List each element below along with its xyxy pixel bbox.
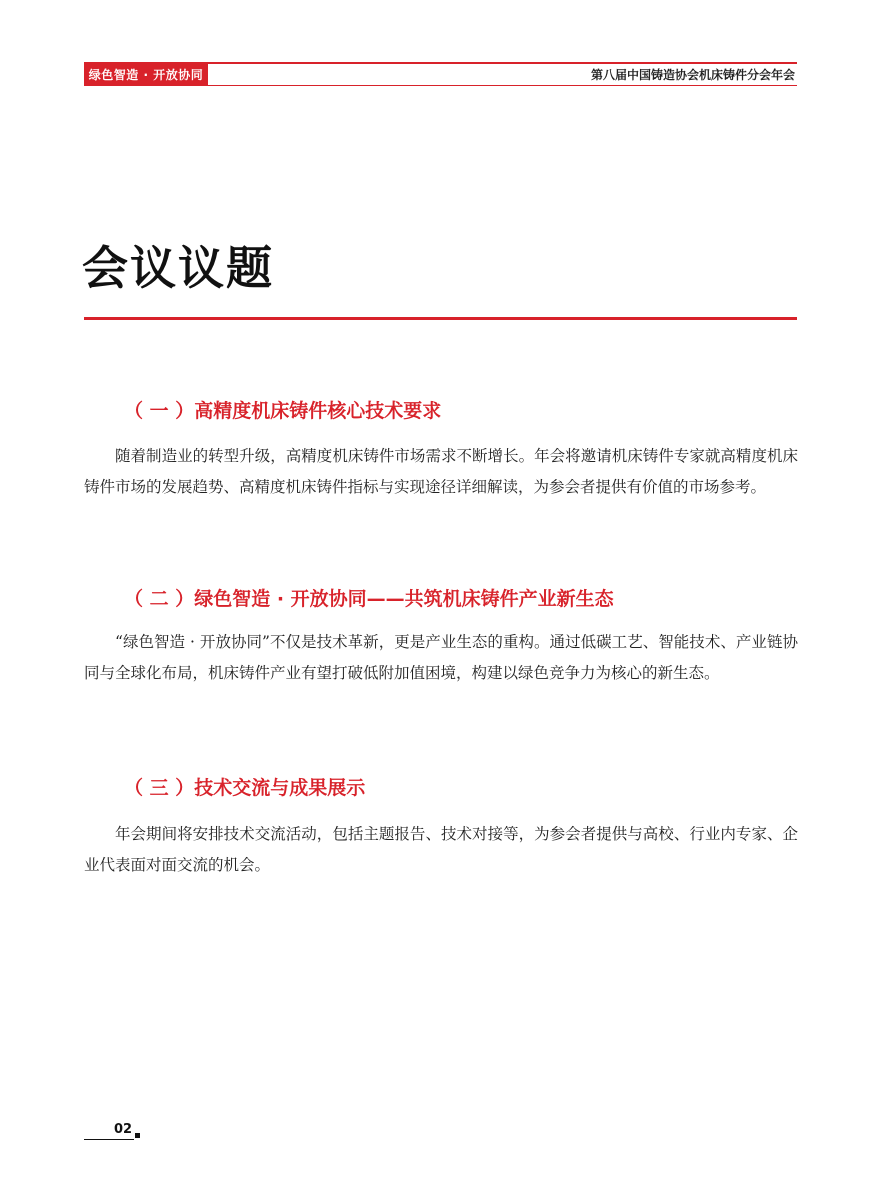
- section-1-body: 随着制造业的转型升级，高精度机床铸件市场需求不断增长。年会将邀请机床铸件专家就高精度机床铸件市场的发展趋势、高精度机床铸件指标与实现途径详细解读，为参会者提供有价值的市场参考。: [84, 447, 798, 496]
- section-1-heading: （ 一 ）高精度机床铸件核心技术要求: [124, 400, 442, 422]
- page-title: 会议议题: [82, 241, 274, 295]
- section-2-body: “绿色智造 · 开放协同”不仅是技术革新，更是产业生态的重构。通过低碳工艺、智能技术、产业链协同与全球化布局，机床铸件产业有望打破低附加值困境，构建以绿色竞争力为核心的新生态。: [84, 633, 798, 682]
- section-3-body: 年会期间将安排技术交流活动，包括主题报告、技术对接等，为参会者提供与高校、行业内专家、企业代表面对面交流的机会。: [84, 825, 798, 874]
- page-header: [84, 62, 797, 86]
- page-number: [84, 1121, 140, 1141]
- header-bottom-rule: [84, 85, 797, 86]
- header-slogan-tag: 绿色智造 · 开放协同: [84, 64, 208, 86]
- section-2-heading: （ 二 ）绿色智造 · 开放协同——共筑机床铸件产业新生态: [124, 588, 614, 610]
- page-number-rule: [84, 1139, 134, 1140]
- section-3-heading: （ 三 ）技术交流与成果展示: [124, 777, 366, 799]
- title-divider: [84, 317, 797, 320]
- page-number-marker: [135, 1133, 140, 1138]
- page-number-text: 02: [114, 1122, 133, 1137]
- header-event-title: 第八届中国铸造协会机床铸件分会年会: [590, 68, 795, 82]
